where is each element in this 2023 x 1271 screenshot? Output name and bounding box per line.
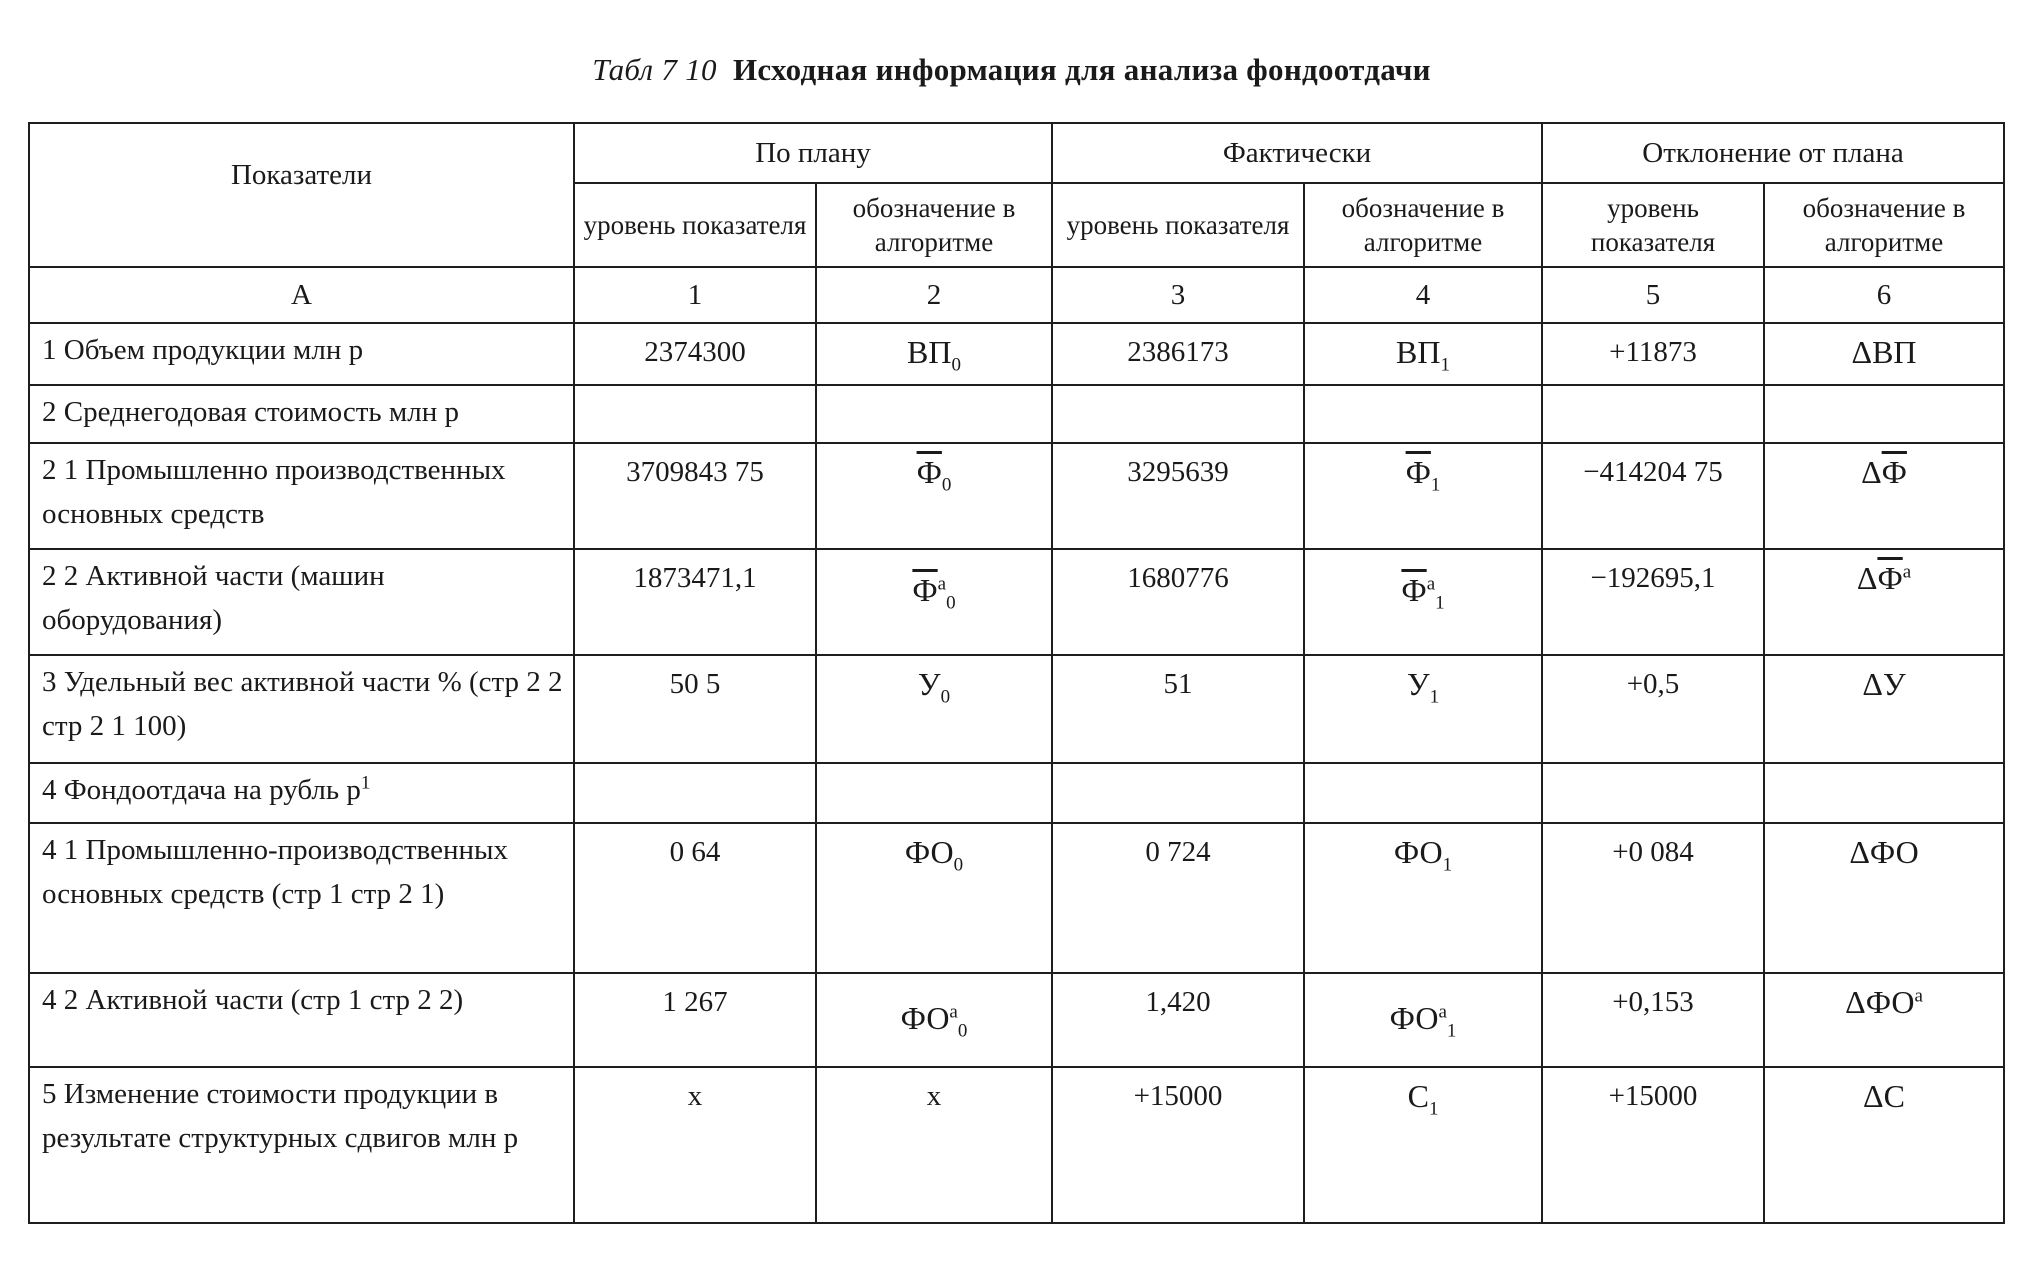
table-caption xyxy=(0,52,2023,88)
deviation-designation xyxy=(1764,655,2004,763)
deviation-designation xyxy=(1764,823,2004,973)
plan-level: 2374300 xyxy=(574,323,816,385)
symbol-sup: а xyxy=(1438,1001,1447,1023)
table-row xyxy=(29,443,2004,549)
col-number: 5 xyxy=(1542,267,1764,323)
actual-level: 0 724 xyxy=(1052,823,1304,973)
symbol: Ф xyxy=(1401,572,1427,608)
row-label xyxy=(29,763,574,823)
symbol-sub: 1 xyxy=(1446,1020,1457,1042)
symbol: ФО xyxy=(904,834,954,870)
deviation-level: +0,153 xyxy=(1542,973,1764,1067)
actual-designation xyxy=(1304,443,1542,549)
header-plan-designation: обозначение в алгоритме xyxy=(816,183,1052,267)
deviation-level: +0 084 xyxy=(1542,823,1764,973)
symbol: Ф xyxy=(1881,454,1907,490)
symbol-sub: 1 xyxy=(1442,854,1453,876)
deviation-designation xyxy=(1764,323,2004,385)
symbol-sub: 0 xyxy=(953,854,964,876)
delta-symbol: Δ xyxy=(1856,560,1878,596)
plan-designation: х xyxy=(816,1067,1052,1223)
plan-level: 0 64 xyxy=(574,823,816,973)
plan-level: 1 267 xyxy=(574,973,816,1067)
symbol: Ф xyxy=(1877,560,1903,596)
header-row-groups xyxy=(29,123,2004,183)
deviation-level: +0,5 xyxy=(1542,655,1764,763)
symbol-sup: а xyxy=(949,1001,958,1023)
symbol-sub: 1 xyxy=(1435,592,1445,614)
table-row xyxy=(29,823,2004,973)
symbol-sub: 0 xyxy=(957,1020,968,1042)
deviation-designation xyxy=(1764,973,2004,1067)
symbol: ВП xyxy=(907,334,952,370)
table-row xyxy=(29,655,2004,763)
symbol: ΔВП xyxy=(1851,334,1917,370)
actual-designation xyxy=(1304,655,1542,763)
actual-level: 3295639 xyxy=(1052,443,1304,549)
symbol: С xyxy=(1407,1078,1429,1114)
symbol: ΔФО xyxy=(1849,834,1919,870)
plan-designation xyxy=(816,549,1052,655)
symbol-sub: 1 xyxy=(1428,1098,1439,1120)
col-number: 1 xyxy=(574,267,816,323)
symbol-sub: 1 xyxy=(1440,354,1450,376)
row-label: 4 1 Промышленно-производственных основных средств (стр 1 стр 2 1) xyxy=(29,823,574,973)
actual-designation xyxy=(1304,549,1542,655)
deviation-designation xyxy=(1764,549,2004,655)
data-table xyxy=(28,122,2005,1224)
plan-level: 3709843 75 xyxy=(574,443,816,549)
plan-designation xyxy=(816,443,1052,549)
symbol-sub: 1 xyxy=(1429,686,1440,708)
actual-designation xyxy=(1304,323,1542,385)
header-indicators: Показатели xyxy=(29,123,574,267)
table-row xyxy=(29,385,2004,443)
actual-designation xyxy=(1304,973,1542,1067)
footnote-mark: 1 xyxy=(360,772,371,794)
symbol: ФО xyxy=(900,1000,950,1036)
deviation-level: −192695,1 xyxy=(1542,549,1764,655)
col-number: А xyxy=(29,267,574,323)
symbol: Ф xyxy=(1405,454,1431,490)
plan-designation xyxy=(816,323,1052,385)
row-label: 2 Среднегодовая стоимость млн р xyxy=(29,385,574,443)
plan-level: 1873471,1 xyxy=(574,549,816,655)
header-plan-level: уровень показателя xyxy=(574,183,816,267)
plan-level: х xyxy=(574,1067,816,1223)
symbol-sup: а xyxy=(1914,985,1923,1007)
row-label: 2 1 Промышленно производственных основных средств xyxy=(29,443,574,549)
row-label: 3 Удельный вес активной части % (стр 2 2 стр 2 1 100) xyxy=(29,655,574,763)
plan-level: 50 5 xyxy=(574,655,816,763)
plan-designation xyxy=(816,655,1052,763)
table-number: Табл 7 10 xyxy=(592,52,717,87)
row-label: 5 Изменение стоимости продукции в результате структурных сдвигов млн р xyxy=(29,1067,574,1223)
actual-level: 1680776 xyxy=(1052,549,1304,655)
actual-level: +15000 xyxy=(1052,1067,1304,1223)
col-number: 3 xyxy=(1052,267,1304,323)
actual-level: 51 xyxy=(1052,655,1304,763)
header-deviation-level: уровень показателя xyxy=(1542,183,1764,267)
table-row xyxy=(29,323,2004,385)
table-row xyxy=(29,1067,2004,1223)
table-title: Исходная информация для анализа фондоотдачи xyxy=(732,52,1431,87)
symbol: У xyxy=(917,666,941,702)
header-actual-designation: обозначение в алгоритме xyxy=(1304,183,1542,267)
symbol-sup: а xyxy=(1426,573,1436,595)
row-label-text: 4 Фондоотдача на рубль р xyxy=(42,774,361,806)
col-number: 2 xyxy=(816,267,1052,323)
symbol-sup: а xyxy=(1902,561,1912,583)
row-label: 1 Объем продукции млн р xyxy=(29,323,574,385)
symbol: ФО xyxy=(1389,1000,1439,1036)
table-row xyxy=(29,973,2004,1067)
row-label: 2 2 Активной части (машин оборудования) xyxy=(29,549,574,655)
actual-designation xyxy=(1304,823,1542,973)
column-number-row xyxy=(29,267,2004,323)
symbol: ΔС xyxy=(1863,1078,1905,1114)
actual-designation xyxy=(1304,1067,1542,1223)
table-row xyxy=(29,763,2004,823)
symbol-sub: 0 xyxy=(946,592,956,614)
symbol: ФО xyxy=(1393,834,1443,870)
symbol-sub: 0 xyxy=(941,474,952,496)
deviation-designation xyxy=(1764,443,2004,549)
header-actual: Фактически xyxy=(1052,123,1542,183)
deviation-designation xyxy=(1764,1067,2004,1223)
row-label: 4 2 Активной части (стр 1 стр 2 2) xyxy=(29,973,574,1067)
table-row xyxy=(29,549,2004,655)
header-actual-level: уровень показателя xyxy=(1052,183,1304,267)
deviation-level: −414204 75 xyxy=(1542,443,1764,549)
header-deviation: Отклонение от плана xyxy=(1542,123,2004,183)
col-number: 6 xyxy=(1764,267,2004,323)
symbol-sub: 0 xyxy=(940,686,951,708)
symbol: Ф xyxy=(916,454,942,490)
delta-symbol: Δ xyxy=(1861,454,1882,490)
deviation-level: +11873 xyxy=(1542,323,1764,385)
symbol-sub: 0 xyxy=(951,354,961,376)
header-deviation-designation: обозначение в алгоритме xyxy=(1764,183,2004,267)
symbol-sub: 1 xyxy=(1430,474,1441,496)
symbol-sup: а xyxy=(937,573,947,595)
symbol: Ф xyxy=(912,572,938,608)
symbol: ВП xyxy=(1396,334,1441,370)
deviation-level: +15000 xyxy=(1542,1067,1764,1223)
symbol: ΔФО xyxy=(1845,984,1915,1020)
symbol: ΔУ xyxy=(1862,666,1906,702)
col-number: 4 xyxy=(1304,267,1542,323)
symbol: У xyxy=(1406,666,1430,702)
plan-designation xyxy=(816,973,1052,1067)
actual-level: 1,420 xyxy=(1052,973,1304,1067)
header-plan: По плану xyxy=(574,123,1052,183)
plan-designation xyxy=(816,823,1052,973)
actual-level: 2386173 xyxy=(1052,323,1304,385)
